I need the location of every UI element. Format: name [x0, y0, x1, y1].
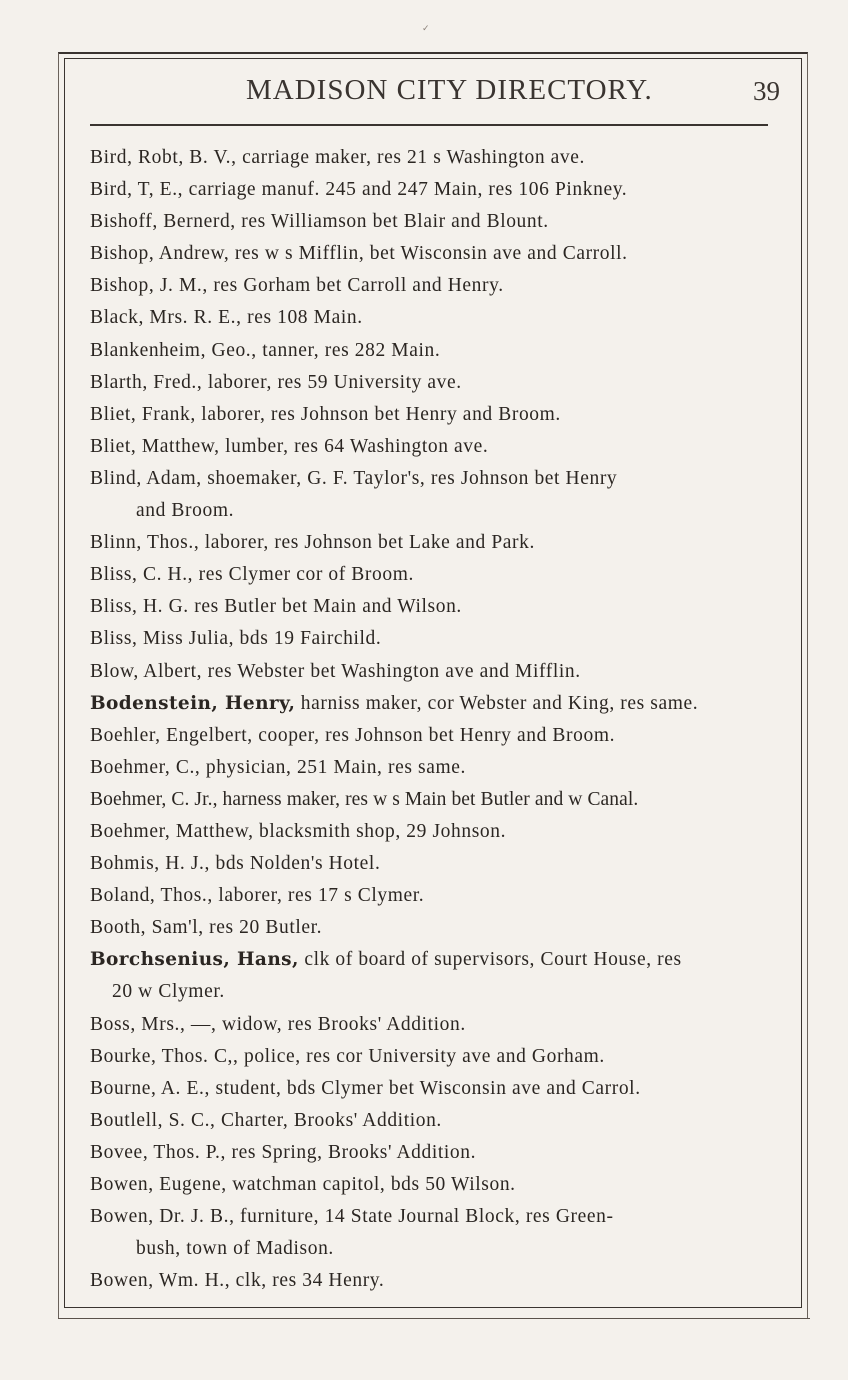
- page-number: 39: [753, 76, 780, 106]
- directory-entry: Bliss, Miss Julia, bds 19 Fairchild.: [90, 628, 382, 650]
- directory-entry: Bowen, Eugene, watchman capitol, bds 50 Wilson.: [90, 1174, 516, 1195]
- directory-entry: Bovee, Thos. P., res Spring, Brooks' Addition.: [90, 1141, 477, 1163]
- directory-entry: Bishop, J. M., res Gorham bet Carroll and Henry.: [90, 275, 504, 297]
- directory-entry: Blinn, Thos., laborer, res Johnson bet Lake and Park.: [90, 532, 535, 554]
- directory-entry: Bishop, Andrew, res w s Mifflin, bet Wisconsin ave and Carroll.: [90, 243, 628, 265]
- directory-entry: Bourke, Thos. C,, police, res cor University ave and Gorham.: [90, 1045, 605, 1067]
- directory-entry: [90, 688, 780, 720]
- directory-entry-continuation: 20 w Clymer.: [112, 981, 225, 1003]
- directory-entry: Blankenheim, Geo., tanner, res 282 Main.: [90, 339, 441, 361]
- entry-detail: clk of board of supervisors, Court House, res: [304, 949, 682, 971]
- directory-entry: Bliet, Matthew, lumber, res 64 Washington ave.: [90, 435, 489, 457]
- directory-entry: Blow, Albert, res Webster bet Washington ave and Mifflin.: [90, 660, 581, 682]
- directory-entry: Boehmer, C., physician, 251 Main, res same.: [90, 756, 466, 778]
- directory-entry: Blind, Adam, shoemaker, G. F. Taylor's, res Johnson bet Henry: [90, 467, 618, 489]
- directory-entry: Boland, Thos., laborer, res 17 s Clymer.: [90, 885, 425, 907]
- directory-entry: Bohmis, H. J., bds Nolden's Hotel.: [90, 853, 381, 875]
- directory-entry: Bird, T, E., carriage manuf. 245 and 247 Main, res 106 Pinkney.: [90, 179, 628, 201]
- running-title: MADISON CITY DIRECTORY.: [246, 74, 653, 106]
- directory-entry: Boehler, Engelbert, cooper, res Johnson bet Henry and Broom.: [90, 724, 616, 746]
- directory-entry: Bliss, C. H., res Clymer cor of Broom.: [90, 564, 414, 586]
- header-rule: [90, 124, 768, 126]
- directory-entry: Booth, Sam'l, res 20 Butler.: [90, 917, 323, 939]
- directory-entry: Boutlell, S. C., Charter, Brooks' Addition.: [90, 1109, 442, 1131]
- directory-entry: Boehmer, Matthew, blacksmith shop, 29 Johnson.: [90, 820, 507, 842]
- ink-speck: ✓: [422, 24, 430, 34]
- directory-entries: [90, 142, 780, 1297]
- directory-entry: Bliet, Frank, laborer, res Johnson bet Henry and Broom.: [90, 403, 561, 425]
- directory-entry-continuation: bush, town of Madison.: [136, 1238, 334, 1260]
- directory-entry: Bourne, A. E., student, bds Clymer bet Wisconsin ave and Carrol.: [90, 1077, 641, 1099]
- directory-entry: Boehmer, C. Jr., harness maker, res w s Main bet Butler and w Canal.: [90, 788, 639, 810]
- directory-entry-continuation: and Broom.: [136, 500, 235, 522]
- directory-entry: Bird, Robt, B. V., carriage maker, res 21 s Washington ave.: [90, 147, 586, 168]
- directory-entry: Boss, Mrs., —, widow, res Brooks' Addition.: [90, 1013, 466, 1035]
- entry-detail: harniss maker, cor Webster and King, res same.: [300, 692, 699, 714]
- directory-entry: Blarth, Fred., laborer, res 59 University ave.: [90, 371, 462, 393]
- directory-entry: Bowen, Wm. H., clk, res 34 Henry.: [90, 1270, 385, 1292]
- directory-entry: Black, Mrs. R. E., res 108 Main.: [90, 307, 363, 329]
- entry-name-bold: Borchsenius, Hans,: [90, 949, 299, 971]
- page-header: [86, 74, 786, 114]
- directory-entry: Bowen, Dr. J. B., furniture, 14 State Journal Block, res Green-: [90, 1206, 614, 1228]
- directory-entry: [90, 944, 780, 976]
- directory-entry: Bliss, H. G. res Butler bet Main and Wilson.: [90, 596, 462, 618]
- bottom-rule: [58, 1318, 810, 1319]
- entry-name-bold: Bodenstein, Henry,: [90, 692, 296, 714]
- directory-entry: Bishoff, Bernerd, res Williamson bet Blair and Blount.: [90, 211, 549, 233]
